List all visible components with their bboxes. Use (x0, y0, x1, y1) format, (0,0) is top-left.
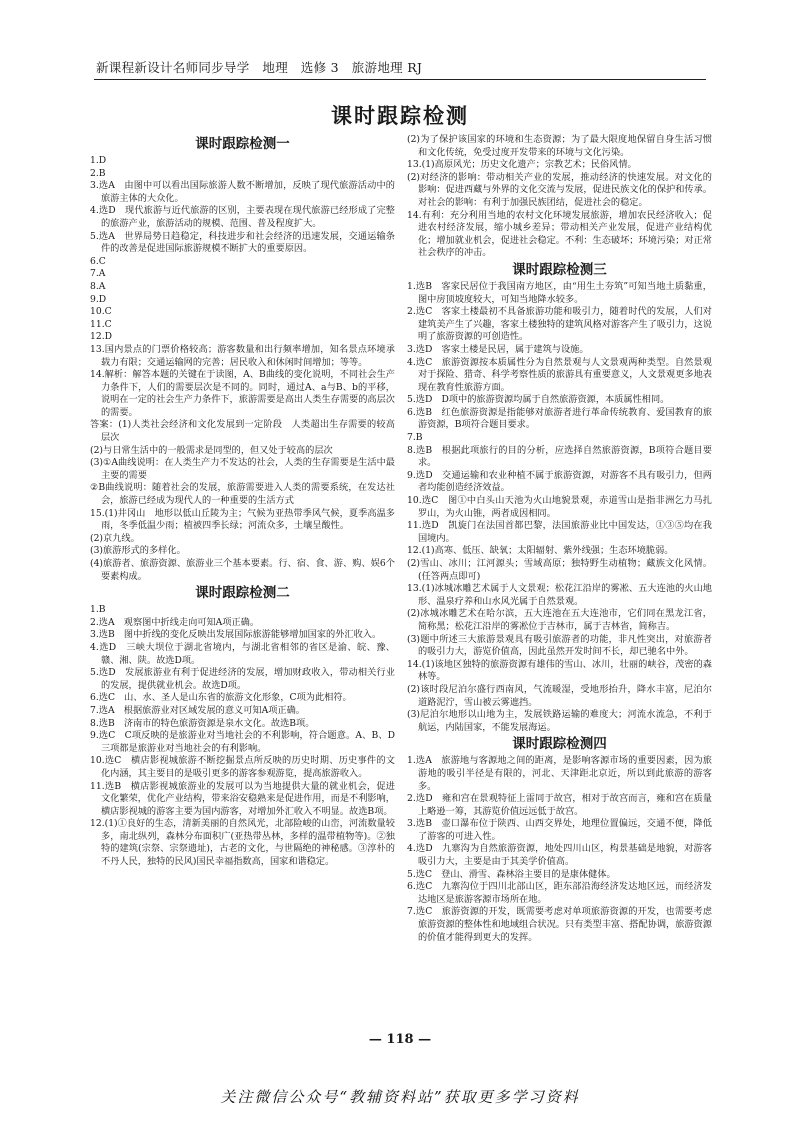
left-column (90, 134, 395, 869)
answer-item: 3.选A 由图中可以看出国际旅游人数不断增加，反映了现代旅游活动中的旅游主体的大众化。 (90, 180, 395, 204)
answer-item: 6.C (90, 255, 106, 267)
answer-item: 13.(1)冰城冰雕艺术属于人文景观；松花江沿岸的雾凇、五大连池的火山地形、温泉疗养和山水风光属于自然景观。 (407, 583, 712, 607)
answer-item: 2.B (90, 167, 106, 179)
answer-item: 1.D (90, 155, 107, 166)
answer-item: 11.选D 凯旋门在法国首都巴黎，法国旅游业比中国发达，①③⑤均在我国境内。 (407, 520, 712, 544)
answer-item: 8.A (90, 280, 106, 292)
answer-item: 4.选D 现代旅游与近代旅游的区别，主要表现在现代旅游已经形成了完整的旅游产业，旅游活动的规模、范围、普及程度扩大。 (90, 205, 395, 229)
header-rule (94, 79, 706, 80)
answer-item: 12.(1)①良好的生态，清新美丽的自然风光，北部险峻的山峦，河流数量较多，南北纵列，森林分布面积广(亚热带丛林，多样的温带植物等)。②独特的建筑(宗祭、宗祭遗址)，古老的文化，与世隔绝的神秘感。③淳朴的不丹人民，独特的民风)国民幸福指数高，国家和谐稳定。 (90, 818, 395, 868)
answer-item: 12.D (90, 331, 112, 343)
answer-item: ②B曲线说明：随着社会的发展，旅游需要进入人类的需要系统，在发达社会，旅游已经成为现代人的一种重要的生活方式 (90, 482, 395, 507)
answer-item: 3.选B 壶口瀑布位于陕西、山西交界处，地理位置偏远，交通不便，降低了游客的可进入性。 (407, 818, 712, 842)
answer-item: 5.选C 登山、滑雪、森林浴主要目的是康体健体。 (407, 868, 616, 880)
section-heading: 课时跟踪检测三 (512, 261, 607, 278)
answer-item: 2.选C 客家土楼最初不具备旅游功能和吸引力，随着时代的发展，人们对建筑美产生了兴趣，客家土楼独特的建筑风格对游客产生了吸引力，这说明了旅游资源的可创造性。 (407, 306, 712, 343)
answer-item: 7.选C 旅游资源的开发，既需要考虑对单项旅游资源的开发，也需要考虑旅游资源的整体性和地域组合状况。只有类型丰富、搭配协调，旅游资源的价值才能得到更大的发挥。 (407, 906, 712, 943)
answer-item: 3.选D 客家土楼是民居，属于建筑与设施。 (407, 343, 589, 355)
answer-item: 1.选A 旅游地与客源地之间的距离，是影响客源市场的重要因素，因为旅游地的吸引半径是有限的，河北、天津距北京近，所以到此旅游的游客多。 (407, 755, 712, 792)
answer-item: (2)冰城冰雕艺术在哈尔滨，五大连池在五大连池市，它们同在黑龙江省，简称黑；松花江沿岸的雾凇位于吉林市，属于吉林省，简称吉。 (407, 608, 712, 632)
answer-item: 8.选B 根据此项旅行的目的分析，应选择自然旅游资源，B项符合题目要求。 (407, 444, 712, 469)
answer-item: 5.选D 发展旅游业有利于促进经济的发展，增加财政收入，带动相关行业的发展，提供就业机会。故选D项。 (90, 667, 395, 691)
answer-item: (3)①A曲线说明：在人类生产力不发达的社会，人类的生存需要是生活中最主要的需要 (90, 457, 395, 481)
answer-item: 4.选D 九寨沟为自然旅游资源，地处四川山区，构景基础是地貌，对游客吸引力大，主要是由于其美学价值高。 (407, 843, 712, 868)
section-heading: 课时跟踪检测二 (195, 585, 290, 602)
answer-item: 11.选B 横店影视城旅游业的发展可以为当地提供大量的就业机会，促进文化繁荣，优化产业结构，带来浴安稳熟来是促进作用，而是不利影响，横店影视城的游客主要为国内游客，对增加外汇收入不明显。故选B项。 (90, 780, 395, 817)
answer-item: 6.选C 山、水、圣人是山东省的旅游文化形象，C项为此相符。 (90, 692, 352, 704)
page-header: 新课程新设计名师同步导学 地理 选修 3 旅游地理 RJ (96, 60, 423, 75)
answer-item: 13.国内景点的门票价格较高；游客数量和出行频率增加，知名景点环境承载力有限；交通运输网的完善；居民收入和休闲时间增加；等等。 (90, 343, 395, 368)
answer-item: 11.C (90, 318, 112, 330)
answer-item: (3)题中所述三大旅游景观具有吸引旅游者的功能，非凡性突出，对旅游者的吸引力大，游览价值高，因此虽然开发时间不长，却已驰名中外。 (407, 633, 712, 658)
answer-item: 10.C (90, 306, 112, 318)
answer-item: 8.选B 济南市的特色旅游资源是泉水文化。故选B项。 (90, 717, 315, 729)
answer-item: (2)为了保护该国家的环境和生态资源；为了最大限度地保留自身生活习惯和文化传统，免受过度开发带来的环境与文化污染。 (407, 134, 712, 158)
right-column (407, 134, 712, 944)
answer-item: 4.选C 旅游资源按本质属性分为自然景观与人文景观两种类型。自然景观对于探险、猎奇、科学考察性质的旅游具有重要意义，人文景观更多地表现在教育性旅游方面。 (407, 356, 712, 393)
answer-item: (3)旅游形式的多样化。 (90, 545, 186, 557)
answer-item: (2)该时段尼泊尔盛行西南风，气流暖湿，受地形抬升，降水丰富，尼泊尔道路泥泞，雪山被云雾遮挡。 (407, 683, 712, 708)
answer-item: 答案：(1)人类社会经济和文化发展到一定阶段 人类超出生存需要的较高层次 (90, 419, 395, 444)
answer-item: 10.选C 横店影视城旅游不断挖掘景点所反映的历史时期、历史事件的文化内涵，其主要目的是吸引更多的游客参观游览，提高旅游收入。 (90, 755, 395, 779)
answer-item: (2)雪山、冰川；江河源头；雪域高原；独特野生动植物；藏族文化风情。(任答两点即可) (407, 558, 712, 582)
section-heading: 课时跟踪检测一 (195, 136, 290, 152)
answer-item: 7.A (90, 268, 106, 280)
answer-item: 14.有利：充分利用当地的农村文化环境发展旅游，增加农民经济收入；促进农村经济发展，缩小城乡差异；带动相关产业发展，促进产业结构优化；增加就业机会，促进社会稳定。不利：生态破坏；环境污染；对正常社会秩序的冲击。 (407, 209, 712, 259)
answer-item: (3)尼泊尔地形以山地为主，发展铁路运输的难度大；河流水流急，不利于航运，内陆国家，不能发展海运。 (407, 709, 712, 733)
answer-item: 1.选B 客家民居位于我国南方地区，由“用生土夯筑”可知当地土质黏重，图中房顶坡度较大，可知当地降水较多。 (407, 280, 712, 305)
answer-item: 5.选A 世界局势日趋稳定，科技进步和社会经济的迅速发展，交通运输条件的改善是促进国际旅游规模不断扩大的重要原因。 (90, 230, 395, 255)
footer-note: 关注微信公众号“教辅资料站”获取更多学习资料 (220, 1088, 580, 1106)
answer-item: 7.选A 根据旅游业对区域发展的意义可知A项正确。 (90, 704, 305, 716)
answer-item: 13.(1)高原风光；历史文化遗产；宗教艺术；民俗风情。 (407, 159, 637, 171)
answer-item: 14.(1)该地区独特的旅游资源有雄伟的雪山、冰川，壮丽的峡谷，茂密的森林等。 (407, 658, 712, 683)
answer-item: (2)对经济的影响：带动相关产业的发展，推动经济的快速发展。对文化的影响：促进西藏与外界的文化交流与发展，促进民族文化的保护和传承。对社会的影响：有利于加强民族团结，促进社会的稳定。 (407, 171, 712, 208)
answer-item: 12.(1)高寒、低压、缺氧；太阳辐射、紫外线强；生态环境脆弱。 (407, 545, 674, 557)
answer-item: 10.选C 图①中白头山天池为火山地貌景观，赤道雪山是指非洲乞力马扎罗山，为火山锥，两者成因相同。 (407, 495, 712, 519)
answer-item: (2)京九线。 (90, 532, 140, 544)
answer-item: 9.选D 交通运输和农业种植不属于旅游资源，对游客不具有吸引力，但两者均能创造经济效益。 (407, 469, 712, 494)
page-number: — 118 — (368, 1032, 432, 1047)
answer-item: 5.选D D项中的旅游资源均属于自然旅游资源，本质属性相同。 (407, 394, 670, 406)
answer-item: 2.选D 雍和宫在景观特征上雷同于故宫，相对于故宫而言，雍和宫在质量上略逊一筹，其游览价值远远低于故宫。 (407, 793, 712, 817)
answer-item: 9.选C C项反映的是旅游业对当地社会的不利影响，符合题意。A、B、D三项都是旅游业对当地社会的有利影响。 (90, 730, 395, 754)
answer-item: 6.选C 九寨沟位于四川北部山区，距东部沿海经济发达地区远，而经济发达地区是旅游客源市场所在地。 (407, 881, 712, 905)
answer-item: 14.解析：解答本题的关键在于读图，A、B曲线的变化说明，不同社会生产力条件下，人们的需要层次是不同的。同时，通过A、a与B、b的平移，说明在一定的社会生产力条件下，旅游需要是高出人类生存需要的高层次的需要。 (90, 369, 395, 418)
answer-item: 3.选B 图中折线的变化反映出发展国际旅游能够增加国家的外汇收入。 (90, 629, 382, 641)
answer-item: 6.选B 红色旅游资源是指能够对旅游者进行革命传统教育、爱国教育的旅游资源，B项符合题目要求。 (407, 406, 712, 431)
answer-item: 1.B (90, 604, 106, 616)
answer-item: 4.选D 三峡大坝位于湖北省境内，与湖北省相邻的省区是渝、皖、豫、赣、湘、陕。故选D项。 (90, 641, 395, 666)
answer-item: 9.D (90, 293, 107, 305)
answer-item: (2)与日常生活中的一般需求是同型的，但又处于较高的层次 (90, 444, 333, 456)
page-title: 课时跟踪检测 (331, 103, 469, 128)
answer-item: 2.选A 观察图中折线走向可知A项正确。 (90, 616, 260, 628)
answer-item: 7.B (407, 432, 423, 444)
answer-item: (4)旅游者、旅游资源、旅游业三个基本要素。行、宿、食、游、购、娱6个要素构成。 (90, 558, 395, 582)
section-heading: 课时跟踪检测四 (512, 736, 607, 753)
answer-item: 15.(1)井冈山 地形以低山丘陵为主；气候为亚热带季风气候，夏季高温多雨，冬季低温少雨；植被四季长绿；河流众多，土壤呈酸性。 (90, 507, 395, 532)
